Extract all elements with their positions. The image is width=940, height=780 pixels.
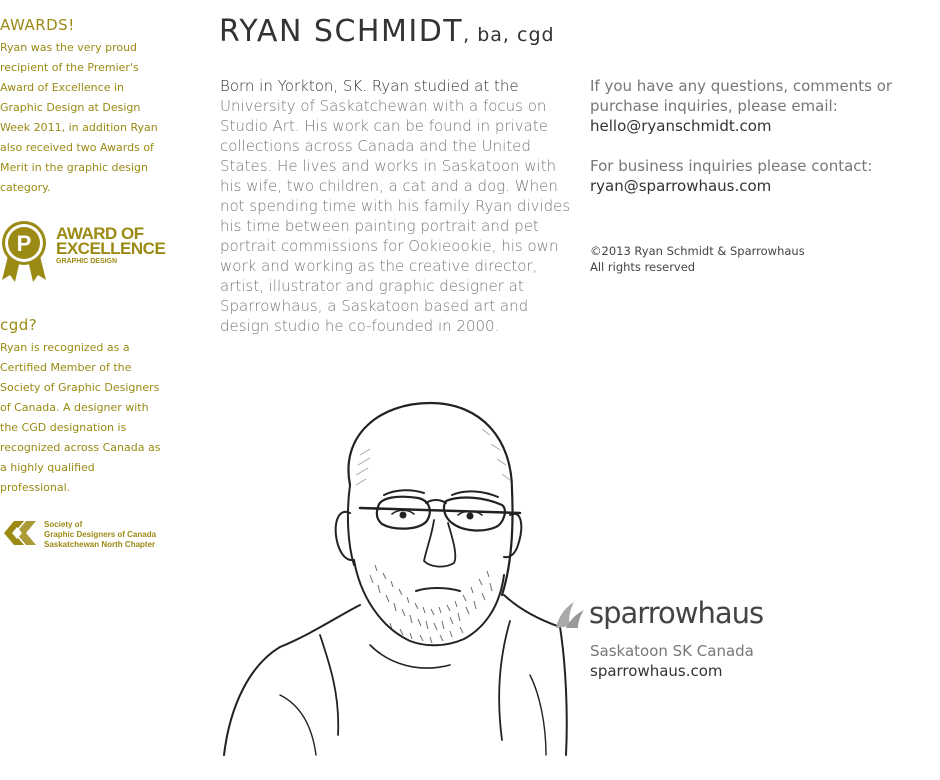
award-line-3: GRAPHIC DESIGN xyxy=(56,258,118,265)
award-line-2: EXCELLENCE xyxy=(56,239,166,258)
contact-questions-text: If you have any questions, comments or purchase inquiries, please email: xyxy=(590,77,893,115)
society-line-2: Graphic Designers of Canada xyxy=(44,530,157,539)
portrait-illustration xyxy=(220,395,570,770)
awards-heading: AWARDS! xyxy=(0,16,75,34)
bio-lead: Born in Yorkton, SK. Ryan studied at the xyxy=(220,77,519,95)
title-credentials: , ba, cgd xyxy=(463,24,555,46)
svg-text:P: P xyxy=(16,231,32,256)
copyright-line-2: All rights reserved xyxy=(590,260,696,274)
title-name: RYAN SCHMIDT xyxy=(219,14,464,49)
sparrowhaus-location: Saskatoon SK Canada xyxy=(590,642,754,660)
bio-paragraph xyxy=(220,76,572,336)
society-logo-icon xyxy=(0,518,38,548)
awards-text: Ryan was the very proud recipient of the Premier's Award of Excellence in Graphic Design at Design Week 2011, in addition Ryan also received two Awards of Merit in the graphic design category. xyxy=(0,41,158,194)
sparrowhaus-url-link[interactable]: sparrowhaus.com xyxy=(590,662,723,680)
contact-business xyxy=(590,156,930,196)
copyright-line-1: ©2013 Ryan Schmidt & Sparrowhaus xyxy=(590,244,805,258)
page-title xyxy=(219,14,555,49)
bio-body: University of Saskatchewan with a focus on Studio Art. His work can be found in private collections across Canada and the United States. He lives and works in Saskatoon with his wife, two children, a cat and a dog. When not spending time with his family Ryan divides his time between painting portrait and pet portrait commissions for Ookieookie, his own work and working as the creative director, artist, illustrator and graphic designer at Sparrowhaus, a Saskatoon based art and design studio he co-founded in 2000. xyxy=(220,97,571,335)
sparrowhaus-wordmark: sparrowhaus xyxy=(589,596,764,630)
contact-email-link[interactable]: hello@ryanschmidt.com xyxy=(590,117,772,135)
business-email-link[interactable]: ryan@sparrowhaus.com xyxy=(590,177,772,195)
society-line-3: Saskatchewan North Chapter xyxy=(44,540,156,549)
cgd-text: Ryan is recognized as a Certified Member of the Society of Graphic Designers of Canada. A designer with the CGD designation is recognized across Canada as a highly qualified professional. xyxy=(0,341,161,494)
award-line-1: AWARD OF xyxy=(56,224,144,243)
contact-questions xyxy=(590,76,930,136)
society-line-1: Society of xyxy=(44,520,83,529)
sparrowhaus-logo-icon xyxy=(552,600,586,630)
cgd-heading: cgd? xyxy=(0,316,38,334)
contact-business-text: For business inquiries please contact: xyxy=(590,157,873,175)
copyright xyxy=(590,243,805,275)
